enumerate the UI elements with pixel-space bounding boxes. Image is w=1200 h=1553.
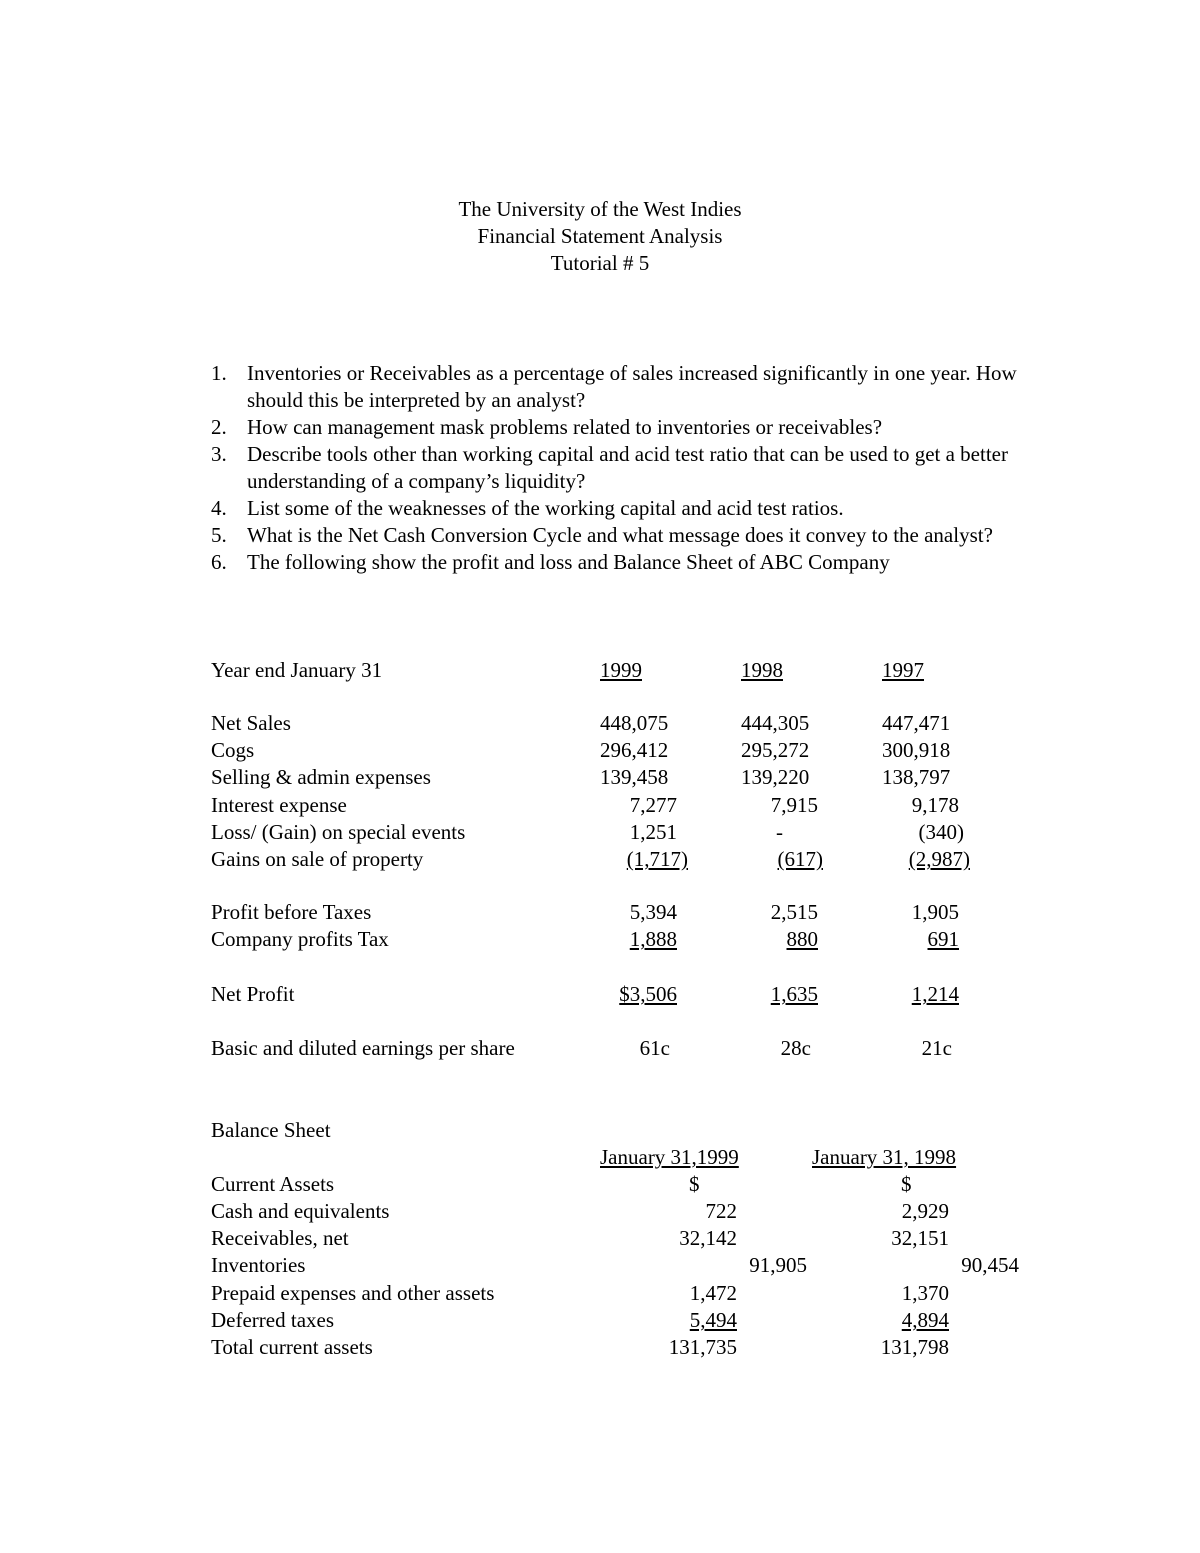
date-1998: January 31, 1998 <box>812 1145 957 1169</box>
document-header <box>0 196 1200 277</box>
pl-row-interest: Interest expense 7,277 7,915 9,178 <box>211 793 959 817</box>
bs-row-inventories: Inventories 91,905 90,454 <box>211 1253 1019 1277</box>
question-list <box>211 360 1031 576</box>
year-1997: 1997 <box>882 658 924 682</box>
pl-row-profits-tax: Company profits Tax 1,888 880 691 <box>211 927 959 951</box>
pl-row-net-profit: Net Profit $3,506 1,635 1,214 <box>211 982 959 1006</box>
university-name: The University of the West Indies <box>458 197 742 221</box>
question-item: 5. What is the Net Cash Conversion Cycle and what message does it convey to the analyst? <box>211 523 993 547</box>
bs-row-cash: Cash and equivalents 722 2,929 <box>211 1199 949 1223</box>
year-1998: 1998 <box>741 658 783 682</box>
balance-sheet-title: Balance Sheet <box>211 1118 331 1142</box>
year-end-label: Year end January 31 <box>211 658 383 682</box>
tutorial-number: Tutorial # 5 <box>550 251 650 275</box>
bs-row-deferred-taxes: Deferred taxes 5,494 4,894 <box>211 1308 949 1332</box>
question-item: 3. Describe tools other than working capital and acid test ratio that can be used to get a better understanding of a company’s liquidity? <box>211 442 1008 493</box>
pl-row-eps: Basic and diluted earnings per share 61c 28c 21c <box>211 1036 952 1060</box>
pl-header-row <box>0 657 1200 684</box>
pl-row-cogs: Cogs 296,412 295,272 300,918 <box>211 738 951 762</box>
pl-row-selling-admin: Selling & admin expenses 139,458 139,220 138,797 <box>211 765 951 789</box>
question-item: 4. List some of the weaknesses of the working capital and acid test ratios. <box>211 496 844 520</box>
bs-row-current-assets: Current Assets $ $ <box>211 1172 912 1196</box>
bs-title-row <box>0 1117 1200 1144</box>
bs-date-row <box>0 1144 1200 1171</box>
pl-row-profit-before-tax: Profit before Taxes 5,394 2,515 1,905 <box>211 900 959 924</box>
year-1999: 1999 <box>600 658 642 682</box>
bs-row-total-current-assets: Total current assets 131,735 131,798 <box>211 1335 949 1359</box>
bs-row-receivables: Receivables, net 32,142 32,151 <box>211 1226 949 1250</box>
question-item: 1. Inventories or Receivables as a percentage of sales increased significantly in one year. How should this be interpreted by an analyst? <box>211 361 1017 412</box>
question-item: 6. The following show the profit and loss and Balance Sheet of ABC Company <box>211 550 890 574</box>
question-item: 2. How can management mask problems related to inventories or receivables? <box>211 415 883 439</box>
bs-row-prepaid: Prepaid expenses and other assets 1,472 1,370 <box>211 1281 949 1305</box>
pl-row-special-events: Loss/ (Gain) on special events 1,251 - (340) <box>211 820 964 844</box>
pl-row-gains-property: Gains on sale of property (1,717) (617) (2,987) <box>211 847 970 871</box>
pl-row-net-sales: Net Sales 448,075 444,305 447,471 <box>211 711 951 735</box>
date-1999: January 31,1999 <box>600 1145 739 1169</box>
course-title: Financial Statement Analysis <box>477 224 723 248</box>
